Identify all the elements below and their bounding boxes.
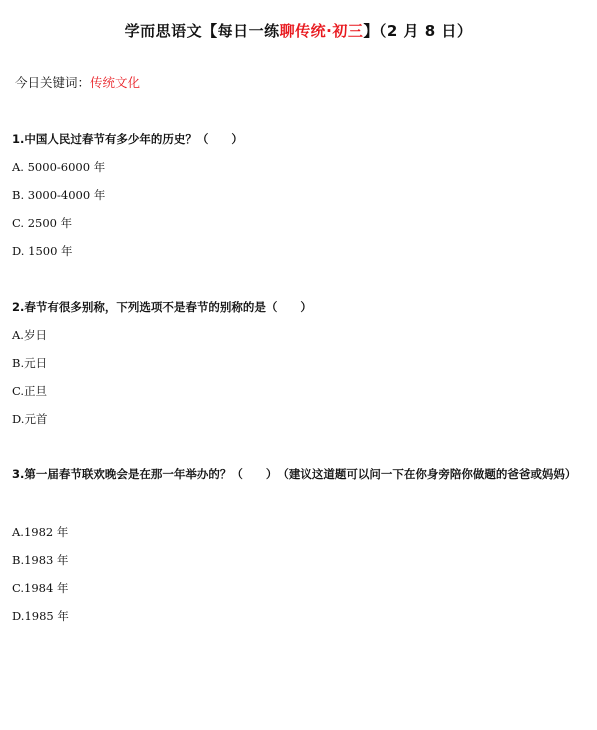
question-3-option-c[interactable]: C.1984 年 bbox=[12, 581, 69, 595]
question-3-option-d[interactable]: D.1985 年 bbox=[12, 609, 69, 623]
question-1-option-c[interactable]: C. 2500 年 bbox=[12, 216, 73, 230]
page-title bbox=[0, 20, 597, 41]
question-3: 3.第一届春节联欢晚会是在那一年举办的？（ ） （建议这道题可以问一下在你身旁陪你做题的爸爸或妈妈） bbox=[12, 467, 577, 481]
question-3-option-b[interactable]: B.1983 年 bbox=[12, 553, 69, 567]
question-1-option-d[interactable]: D. 1500 年 bbox=[12, 244, 73, 258]
question-2-option-a[interactable]: A.岁日 bbox=[12, 328, 47, 342]
title-highlight: 聊传统·初三 bbox=[279, 22, 364, 40]
question-2-option-b[interactable]: B.元日 bbox=[12, 356, 48, 370]
title-prefix: 学而思语文【每日一练 bbox=[124, 22, 280, 40]
question-1: 1.中国人民过春节有多少年的历史？（ ） bbox=[12, 132, 243, 146]
keyword-value: 传统文化 bbox=[90, 75, 141, 90]
question-1-option-b[interactable]: B. 3000-4000 年 bbox=[12, 188, 106, 202]
question-1-option-a[interactable]: A. 5000-6000 年 bbox=[12, 160, 106, 174]
keyword-line bbox=[15, 73, 140, 91]
keyword-label: 今日关键词： bbox=[15, 75, 91, 90]
title-suffix: 】（2 月 8 日） bbox=[363, 22, 473, 40]
question-2-option-c[interactable]: C.正旦 bbox=[12, 384, 48, 398]
question-2-option-d[interactable]: D.元首 bbox=[12, 412, 48, 426]
question-3-option-a[interactable]: A.1982 年 bbox=[12, 525, 69, 539]
question-2: 2.春节有很多别称，下列选项不是春节的别称的是（ ） bbox=[12, 300, 312, 314]
